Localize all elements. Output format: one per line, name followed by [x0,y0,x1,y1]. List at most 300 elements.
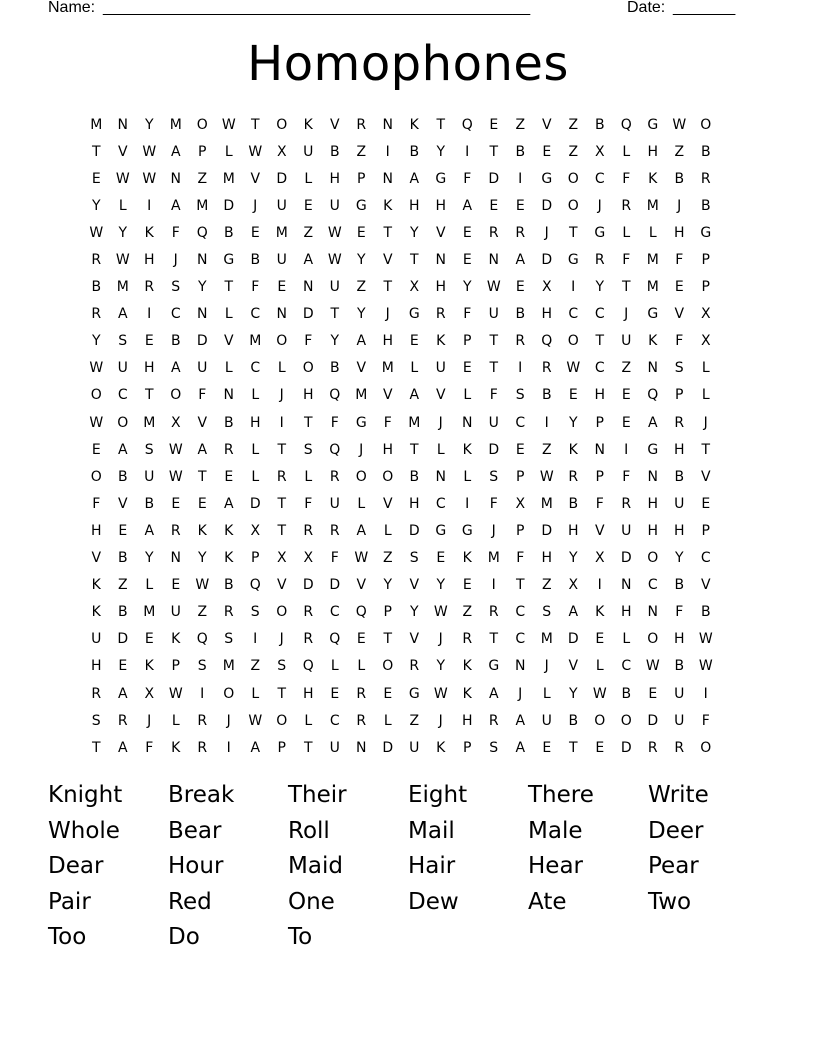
grid-letter[interactable]: M [646,252,659,269]
grid-letter[interactable]: Q [620,116,632,133]
grid-letter[interactable]: R [515,333,526,350]
grid-letter[interactable]: O [620,712,632,729]
grid-letter[interactable]: Z [541,577,552,594]
grid-letter[interactable]: Y [356,306,366,323]
grid-letter[interactable]: M [646,279,659,296]
grid-letter[interactable]: H [90,658,102,675]
grid-letter[interactable]: B [700,604,711,621]
grid-letter[interactable]: B [170,333,181,350]
grid-letter[interactable]: H [461,712,473,729]
grid-letter[interactable]: Y [595,279,605,296]
grid-letter[interactable]: K [462,441,472,458]
grid-letter[interactable]: Y [144,116,154,133]
grid-letter[interactable]: I [518,360,523,377]
grid-letter[interactable]: L [224,360,233,377]
grid-letter[interactable]: V [117,143,128,160]
grid-letter[interactable]: F [516,550,525,567]
grid-letter[interactable]: R [144,279,155,296]
grid-letter[interactable]: C [594,360,605,377]
grid-letter[interactable]: J [279,631,284,648]
grid-letter[interactable]: G [647,116,659,133]
grid-letter[interactable]: T [489,631,499,648]
grid-letter[interactable]: V [382,387,393,404]
grid-letter[interactable]: M [222,658,235,675]
grid-letter[interactable]: E [383,685,393,702]
grid-letter[interactable]: W [248,712,263,729]
grid-letter[interactable]: K [409,116,419,133]
grid-letter[interactable]: J [226,712,231,729]
grid-letter[interactable]: D [223,197,235,214]
grid-letter[interactable]: F [701,712,710,729]
grid-letter[interactable]: M [143,414,156,431]
grid-letter[interactable]: F [675,604,684,621]
grid-letter[interactable]: F [489,387,498,404]
grid-letter[interactable]: Z [250,658,261,675]
grid-letter[interactable]: O [382,468,394,485]
grid-letter[interactable]: N [197,252,208,269]
grid-letter[interactable]: E [303,197,313,214]
grid-letter[interactable]: E [674,279,684,296]
grid-letter[interactable]: W [89,360,104,377]
grid-letter[interactable]: F [330,414,339,431]
grid-letter[interactable]: D [647,712,659,729]
grid-letter[interactable]: D [329,577,341,594]
grid-letter[interactable]: B [117,468,128,485]
grid-letter[interactable]: S [674,360,684,377]
grid-letter[interactable]: E [462,360,472,377]
grid-letter[interactable]: B [117,604,128,621]
grid-letter[interactable]: G [435,522,447,539]
grid-letter[interactable]: E [91,441,101,458]
grid-letter[interactable]: K [303,116,313,133]
grid-letter[interactable]: K [171,739,181,756]
grid-letter[interactable]: S [277,658,287,675]
grid-letter[interactable]: C [329,712,340,729]
grid-letter[interactable]: J [147,712,152,729]
grid-letter[interactable]: K [197,522,207,539]
grid-letter[interactable]: H [647,143,659,160]
grid-letter[interactable]: E [462,252,472,269]
grid-letter[interactable]: L [542,685,551,702]
grid-letter[interactable]: H [673,441,685,458]
grid-letter[interactable]: C [435,495,446,512]
grid-letter[interactable]: L [277,360,286,377]
grid-letter[interactable]: H [408,495,420,512]
grid-letter[interactable]: I [279,414,284,431]
grid-letter[interactable]: T [489,360,499,377]
grid-letter[interactable]: I [518,170,523,187]
grid-letter[interactable]: H [249,414,261,431]
grid-letter[interactable]: B [409,468,420,485]
grid-letter[interactable]: M [222,170,235,187]
grid-letter[interactable]: M [116,279,129,296]
grid-letter[interactable]: E [224,468,234,485]
grid-letter[interactable]: C [621,658,632,675]
grid-letter[interactable]: T [303,414,313,431]
grid-letter[interactable]: V [409,631,420,648]
grid-letter[interactable]: A [250,739,261,756]
grid-letter[interactable]: H [329,170,341,187]
grid-letter[interactable]: Y [409,224,419,241]
grid-letter[interactable]: C [594,306,605,323]
grid-letter[interactable]: H [673,522,685,539]
grid-letter[interactable]: L [251,441,260,458]
grid-letter[interactable]: U [276,252,287,269]
grid-letter[interactable]: Y [462,279,472,296]
grid-letter[interactable]: R [117,712,128,729]
grid-letter[interactable]: V [700,577,711,594]
grid-letter[interactable]: R [91,252,102,269]
grid-letter[interactable]: S [250,604,260,621]
grid-letter[interactable]: L [224,306,233,323]
grid-letter[interactable]: W [195,577,210,594]
grid-letter[interactable]: I [597,577,602,594]
grid-letter[interactable]: C [250,306,261,323]
grid-letter[interactable]: S [515,387,525,404]
grid-letter[interactable]: B [223,224,234,241]
grid-letter[interactable]: U [197,360,208,377]
grid-letter[interactable]: E [436,550,446,567]
grid-letter[interactable]: B [91,279,102,296]
grid-letter[interactable]: Y [383,577,393,594]
grid-letter[interactable]: N [435,252,446,269]
grid-letter[interactable]: E [330,685,340,702]
grid-letter[interactable]: H [673,631,685,648]
grid-letter[interactable]: W [672,116,687,133]
grid-letter[interactable]: N [170,550,181,567]
grid-letter[interactable]: R [356,116,367,133]
grid-letter[interactable]: E [515,441,525,458]
grid-letter[interactable]: N [621,577,632,594]
grid-letter[interactable]: C [117,387,128,404]
grid-letter[interactable]: L [383,522,392,539]
grid-letter[interactable]: D [117,631,129,648]
grid-letter[interactable]: V [541,116,552,133]
grid-letter[interactable]: H [435,197,447,214]
grid-letter[interactable]: W [433,685,448,702]
grid-letter[interactable]: V [197,414,208,431]
grid-letter[interactable]: J [279,387,284,404]
grid-letter[interactable]: R [409,658,420,675]
grid-letter[interactable]: S [171,279,181,296]
grid-letter[interactable]: H [647,495,659,512]
grid-letter[interactable]: E [595,739,605,756]
grid-letter[interactable]: B [594,116,605,133]
grid-letter[interactable]: C [700,550,711,567]
grid-letter[interactable]: A [462,197,473,214]
grid-letter[interactable]: H [541,306,553,323]
grid-letter[interactable]: K [462,550,472,567]
grid-letter[interactable]: L [118,197,127,214]
grid-letter[interactable]: A [356,522,367,539]
grid-letter[interactable]: R [329,522,340,539]
grid-letter[interactable]: K [144,224,154,241]
grid-letter[interactable]: J [597,197,602,214]
grid-letter[interactable]: R [303,522,314,539]
grid-letter[interactable]: K [91,577,101,594]
grid-letter[interactable]: H [143,252,155,269]
grid-letter[interactable]: C [250,360,261,377]
grid-letter[interactable]: A [170,197,181,214]
grid-letter[interactable]: F [675,333,684,350]
grid-letter[interactable]: J [544,658,549,675]
grid-letter[interactable]: W [698,631,713,648]
grid-letter[interactable]: N [594,441,605,458]
grid-letter[interactable]: V [435,224,446,241]
grid-letter[interactable]: G [594,224,606,241]
grid-letter[interactable]: L [622,631,631,648]
grid-letter[interactable]: J [438,712,443,729]
grid-letter[interactable]: M [540,495,553,512]
grid-letter[interactable]: Z [409,712,420,729]
grid-letter[interactable]: T [595,333,605,350]
grid-letter[interactable]: Y [568,550,578,567]
grid-letter[interactable]: Q [329,631,341,648]
grid-letter[interactable]: T [383,279,393,296]
grid-letter[interactable]: D [620,550,632,567]
grid-letter[interactable]: L [357,495,366,512]
grid-letter[interactable]: X [250,522,261,539]
grid-letter[interactable]: X [303,550,314,567]
grid-letter[interactable]: O [170,387,182,404]
grid-letter[interactable]: B [674,468,685,485]
grid-letter[interactable]: B [409,143,420,160]
grid-letter[interactable]: V [356,360,367,377]
grid-letter[interactable]: L [648,224,657,241]
grid-letter[interactable]: R [303,604,314,621]
grid-letter[interactable]: W [248,143,263,160]
grid-letter[interactable]: U [329,495,340,512]
grid-letter[interactable]: U [329,279,340,296]
grid-letter[interactable]: R [674,739,685,756]
grid-letter[interactable]: Q [647,387,659,404]
grid-letter[interactable]: W [433,604,448,621]
grid-letter[interactable]: R [91,685,102,702]
grid-letter[interactable]: R [435,306,446,323]
grid-letter[interactable]: Z [568,143,579,160]
grid-letter[interactable]: Y [568,685,578,702]
grid-letter[interactable]: B [568,712,579,729]
grid-letter[interactable]: X [541,279,552,296]
grid-letter[interactable]: O [223,685,235,702]
grid-letter[interactable]: R [91,306,102,323]
grid-letter[interactable]: P [516,522,525,539]
grid-letter[interactable]: O [700,739,712,756]
grid-letter[interactable]: B [250,252,261,269]
grid-letter[interactable]: Q [329,387,341,404]
grid-letter[interactable]: W [89,224,104,241]
grid-letter[interactable]: R [329,468,340,485]
grid-letter[interactable]: C [170,306,181,323]
grid-letter[interactable]: L [622,143,631,160]
grid-letter[interactable]: B [700,143,711,160]
grid-letter[interactable]: R [594,252,605,269]
grid-letter[interactable]: W [89,414,104,431]
grid-letter[interactable]: J [253,197,258,214]
grid-letter[interactable]: X [276,143,287,160]
grid-letter[interactable]: L [224,143,233,160]
grid-letter[interactable]: L [410,360,419,377]
grid-letter[interactable]: V [382,495,393,512]
grid-letter[interactable]: L [701,387,710,404]
grid-letter[interactable]: L [357,658,366,675]
grid-letter[interactable]: E [621,414,631,431]
grid-letter[interactable]: Z [621,360,632,377]
grid-letter[interactable]: G [700,224,712,241]
grid-letter[interactable]: B [674,658,685,675]
grid-letter[interactable]: K [436,333,446,350]
grid-letter[interactable]: F [595,495,604,512]
grid-letter[interactable]: A [170,143,181,160]
grid-letter[interactable]: N [382,170,393,187]
grid-letter[interactable]: T [436,116,446,133]
grid-letter[interactable]: F [675,252,684,269]
grid-letter[interactable]: O [90,468,102,485]
grid-letter[interactable]: S [144,441,154,458]
grid-letter[interactable]: T [568,224,578,241]
grid-letter[interactable]: P [516,468,525,485]
grid-letter[interactable]: J [491,522,496,539]
grid-letter[interactable]: A [223,495,234,512]
grid-letter[interactable]: A [515,739,526,756]
grid-letter[interactable]: G [408,306,420,323]
grid-letter[interactable]: P [198,143,207,160]
grid-letter[interactable]: L [171,712,180,729]
grid-letter[interactable]: K [224,522,234,539]
grid-letter[interactable]: W [168,685,183,702]
grid-letter[interactable]: J [438,631,443,648]
grid-letter[interactable]: F [251,279,260,296]
grid-letter[interactable]: Z [541,441,552,458]
grid-letter[interactable]: B [223,414,234,431]
grid-letter[interactable]: B [541,387,552,404]
grid-letter[interactable]: Q [329,441,341,458]
grid-letter[interactable]: Q [461,116,473,133]
grid-letter[interactable]: E [197,495,207,512]
grid-letter[interactable]: O [90,387,102,404]
grid-letter[interactable]: Y [436,143,446,160]
grid-letter[interactable]: U [144,468,155,485]
grid-letter[interactable]: N [197,306,208,323]
grid-letter[interactable]: B [700,197,711,214]
grid-letter[interactable]: O [276,604,288,621]
grid-letter[interactable]: I [465,143,470,160]
grid-letter[interactable]: D [302,577,314,594]
grid-letter[interactable]: I [571,279,576,296]
grid-letter[interactable]: T [224,279,234,296]
grid-letter[interactable]: E [277,279,287,296]
grid-letter[interactable]: H [143,360,155,377]
grid-letter[interactable]: T [91,739,101,756]
grid-letter[interactable]: R [621,197,632,214]
grid-letter[interactable]: E [250,224,260,241]
grid-letter[interactable]: U [91,631,102,648]
grid-letter[interactable]: L [304,468,313,485]
grid-letter[interactable]: G [355,414,367,431]
grid-letter[interactable]: E [171,577,181,594]
grid-letter[interactable]: T [701,441,711,458]
grid-letter[interactable]: G [647,306,659,323]
grid-letter[interactable]: Q [541,333,553,350]
grid-letter[interactable]: K [568,441,578,458]
grid-letter[interactable]: T [277,495,287,512]
grid-letter[interactable]: E [701,495,711,512]
grid-letter[interactable]: V [250,170,261,187]
grid-letter[interactable]: A [117,739,128,756]
grid-letter[interactable]: W [168,468,183,485]
grid-letter[interactable]: H [594,387,606,404]
grid-letter[interactable]: X [594,550,605,567]
grid-letter[interactable]: G [647,441,659,458]
grid-letter[interactable]: E [356,224,366,241]
grid-letter[interactable]: T [250,116,260,133]
grid-letter[interactable]: W [645,658,660,675]
grid-letter[interactable]: R [515,224,526,241]
grid-letter[interactable]: S [409,550,419,567]
grid-letter[interactable]: Q [196,224,208,241]
grid-letter[interactable]: O [567,197,579,214]
grid-letter[interactable]: F [463,306,472,323]
grid-letter[interactable]: T [197,468,207,485]
grid-letter[interactable]: V [276,577,287,594]
grid-letter[interactable]: W [539,468,554,485]
grid-letter[interactable]: J [624,306,629,323]
grid-letter[interactable]: U [674,712,685,729]
grid-letter[interactable]: V [356,577,367,594]
grid-letter[interactable]: F [463,170,472,187]
grid-letter[interactable]: A [144,522,155,539]
grid-letter[interactable]: K [462,658,472,675]
grid-letter[interactable]: K [436,739,446,756]
name-blank-line[interactable]: ________________________________________________ [103,0,531,16]
grid-letter[interactable]: U [117,360,128,377]
grid-letter[interactable]: D [302,306,314,323]
grid-letter[interactable]: V [700,468,711,485]
grid-letter[interactable]: A [303,252,314,269]
grid-letter[interactable]: V [329,116,340,133]
grid-letter[interactable]: O [647,550,659,567]
grid-letter[interactable]: P [357,170,366,187]
grid-letter[interactable]: L [595,658,604,675]
grid-letter[interactable]: N [488,252,499,269]
grid-letter[interactable]: I [385,143,390,160]
grid-letter[interactable]: R [541,360,552,377]
grid-letter[interactable]: O [567,333,579,350]
grid-letter[interactable]: R [674,414,685,431]
grid-letter[interactable]: Z [674,143,685,160]
grid-letter[interactable]: K [171,631,181,648]
grid-letter[interactable]: G [355,197,367,214]
grid-letter[interactable]: K [383,197,393,214]
grid-letter[interactable]: E [489,197,499,214]
grid-letter[interactable]: A [117,441,128,458]
grid-letter[interactable]: Z [356,279,367,296]
grid-letter[interactable]: N [276,306,287,323]
grid-letter[interactable]: A [117,685,128,702]
grid-letter[interactable]: X [276,550,287,567]
grid-letter[interactable]: B [144,495,155,512]
grid-letter[interactable]: L [436,441,445,458]
date-blank-line[interactable]: _______ [673,0,736,16]
grid-letter[interactable]: N [647,468,658,485]
grid-letter[interactable]: P [463,739,472,756]
grid-letter[interactable]: M [249,333,262,350]
grid-letter[interactable]: E [118,658,128,675]
grid-letter[interactable]: H [302,685,314,702]
grid-letter[interactable]: O [196,116,208,133]
grid-letter[interactable]: T [277,522,287,539]
grid-letter[interactable]: S [489,468,499,485]
